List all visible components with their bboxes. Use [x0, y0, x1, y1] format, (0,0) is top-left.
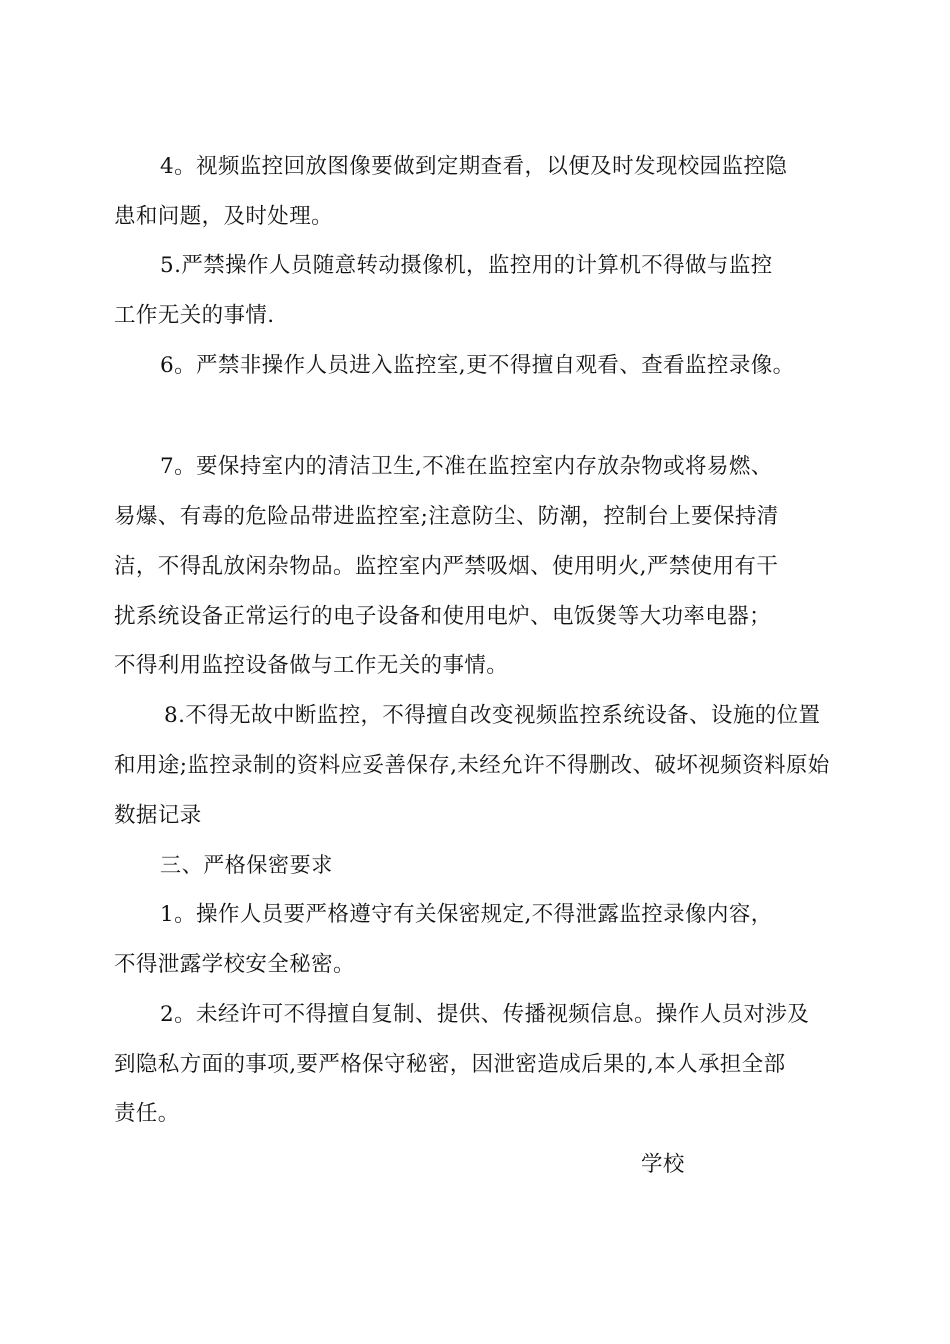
paragraph-8-line-3: 数据记录 [114, 803, 202, 828]
paragraph-7-line-5: 不得利用监控设备做与工作无关的事情。 [114, 653, 509, 678]
paragraph-8-line-1: 8.不得无故中断监控，不得擅自改变视频监控系统设备、设施的位置 [164, 703, 821, 728]
paragraph-4-line-1: 4。视频监控回放图像要做到定期查看，以便及时发现校园监控隐 [160, 154, 788, 179]
paragraph-5-line-2: 工作无关的事情. [114, 303, 275, 328]
secret-2-line-3: 责任。 [114, 1101, 180, 1126]
signature-school: 学校 [641, 1152, 685, 1177]
paragraph-7-line-3: 洁，不得乱放闲杂物品。监控室内严禁吸烟、使用明火,严禁使用有干 [114, 554, 779, 579]
paragraph-7-line-4: 扰系统设备正常运行的电子设备和使用电炉、电饭煲等大功率电器； [114, 604, 772, 629]
secret-2-line-2: 到隐私方面的事项,要严格保守秘密，因泄密造成后果的,本人承担全部 [114, 1052, 786, 1077]
secret-1-line-2: 不得泄露学校安全秘密。 [114, 952, 355, 977]
paragraph-4-line-2: 患和问题，及时处理。 [114, 204, 334, 229]
paragraph-7-line-1: 7。要保持室内的清洁卫生,不准在监控室内存放杂物或将易燃、 [160, 454, 773, 479]
paragraph-6-line-1: 6。严禁非操作人员进入监控室,更不得擅自观看、查看监控录像。 [160, 353, 795, 378]
paragraph-7-line-2: 易爆、有毒的危险品带进监控室;注意防尘、防潮，控制台上要保持清 [114, 504, 779, 529]
paragraph-5-line-1: 5.严禁操作人员随意转动摄像机，监控用的计算机不得做与监控 [160, 253, 773, 278]
paragraph-8-line-2: 和用途;监控录制的资料应妥善保存,未经允许不得删改、破坏视频资料原始 [114, 753, 830, 778]
secret-1-line-1: 1。操作人员要严格遵守有关保密规定,不得泄露监控录像内容， [160, 902, 773, 927]
section-heading: 三、严格保密要求 [160, 853, 333, 877]
secret-2-line-1: 2。未经许可不得擅自复制、提供、传播视频信息。操作人员对涉及 [160, 1002, 810, 1027]
